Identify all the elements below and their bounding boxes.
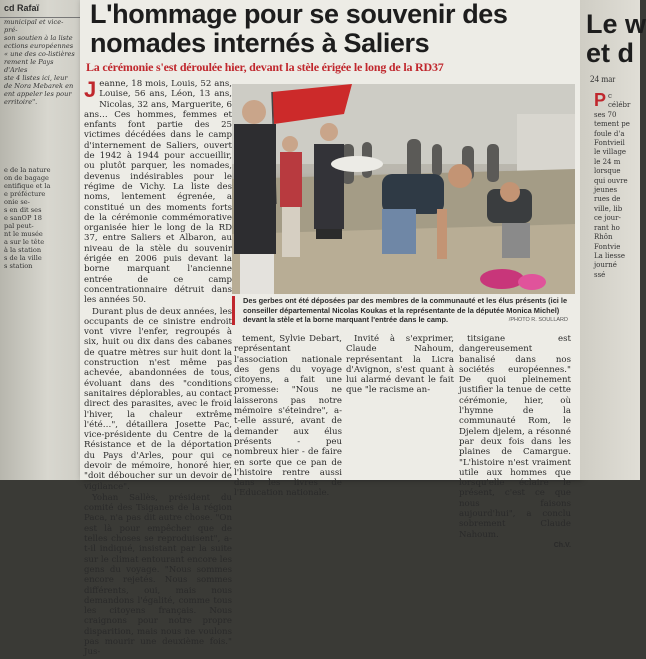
right-page-text-block — [580, 92, 640, 280]
left-adjacent-page — [0, 0, 80, 480]
right-page-date: 24 mar — [590, 74, 616, 84]
right-page-line: ville, lib — [594, 204, 623, 213]
article-headline: L'hommage pour se souvenir des nomades internés à Saliers — [90, 0, 508, 58]
ceremony-photo — [232, 84, 575, 294]
left-page-line: rement le Pays d'Arles — [4, 58, 54, 74]
right-page-line: tement pe — [594, 120, 630, 129]
right-page-line: foule d'a — [594, 129, 625, 138]
left-page-line: e de la nature — [4, 166, 51, 174]
right-page-line: ce jour- — [594, 214, 621, 223]
right-page-line: Rhôn — [594, 233, 613, 242]
left-page-line: de Nora Mebarek en — [4, 82, 74, 90]
left-page-line: nt le musée — [4, 230, 43, 238]
right-page-headline-2: et d — [586, 38, 635, 68]
right-page-line: La liesse — [594, 251, 625, 260]
right-page-line: ses 70 — [594, 110, 617, 119]
right-page-line: lorsque — [594, 167, 621, 176]
article-column-3 — [346, 334, 454, 396]
article-column-2 — [234, 334, 342, 499]
left-page-text-block — [0, 18, 80, 106]
left-page-line: son soutien à la liste — [4, 34, 73, 42]
article-paragraph: tement, Sylvie Debart, représentant l'association nationale des gens du voyage citoyens, a fait une promesse: "Nous ne laisserons pas notre mémoire s'éteindre", a-t-elle assuré, avant de demander aux élus présents - peu nombreux hier - de faire en sorte que ce pan de l'histoire rentre aussi dans les livres de l'Education nationale. — [234, 334, 342, 499]
article-column-1 — [84, 79, 232, 659]
right-page-line: jeunes — [594, 186, 618, 195]
left-page-line: on de bagage — [4, 174, 49, 182]
left-page-line: entifique et la — [4, 182, 51, 190]
right-page-line: le 24 m — [594, 157, 621, 166]
right-page-dropcap: P — [594, 90, 607, 110]
left-page-line: « une des co-listières — [4, 50, 75, 58]
photo-caption: Des gerbes ont été déposées par des membres de la communauté et les élus présents (ici le conseiller départemental Nicolas Koukas et la représentante de la députée Monica Michel) devant la stèle et la borne marquant l'entrée dans le camp. — [232, 296, 583, 325]
article-paragraph: titsigane est dangereusement banalisé dans nos sociétés européennes." De quoi pleinement justifier la tenue de cette cérémonie, hier, où l'hymne de la communauté Rom, le Djelem djelem, a résonné par deux fois dans les plaines de Camargue. "L'histoire n'est vraiment utile aux hommes que lorsqu'elle éclaire le présent, c'est ce que nous faisons aujourd'hui", a conclu sobrement Claude Nahoum. — [459, 334, 571, 540]
right-page-line: c — [608, 92, 612, 100]
article-paragraph: Durant plus de deux années, les occupants de ce sinistre endroit vont vivre l'enfer, regroupés à six, huit ou dix dans des cabanes de quatre mètres sur huit dont la construction n'est même pas achevée, abandonnées de tous, évoluant dans des "conditions sanitaires déplorables, au contact direct des parasites, avec le froid l'hiver, la chaleur extrême l'été…", détaillera Josette Pac, vice-présidente du Centre de la Résistance et de la déportation du Pays d'Arles, pour qui ce devoir de mémoire, honoré hier, "doit déboucher sur un devoir de vigilance". — [84, 306, 232, 492]
right-page-line: Fontvie — [594, 242, 621, 251]
article-page — [80, 0, 580, 658]
left-page-line: s station — [4, 262, 33, 270]
right-adjacent-page — [580, 0, 646, 480]
left-page-line: e sanOP 18 — [4, 214, 42, 222]
right-page-line: rues de — [594, 195, 621, 204]
left-page-line: a sur le tête — [4, 238, 45, 246]
right-page-line: journé — [594, 261, 617, 270]
left-page-line: ections européennes — [4, 42, 74, 50]
left-page-text-block-2 — [0, 166, 80, 270]
left-page-line: municipal et vice-pré- — [4, 18, 64, 34]
left-page-header: cd Rafaï — [0, 0, 80, 18]
left-page-line: s en dit ses — [4, 206, 42, 214]
article-paragraph: Jeanne, 18 mois, Louis, 52 ans, Louise, 56 ans, Léon, 13 ans, Nicolas, 32 ans, Marguerite, 6 ans… Ces hommes, femmes et enfants font partie des 25 victimes décédées dans le camp d'internement de Saliers, ouvert de 1942 à 1944 pour accueillir, ou plutôt parquer, les nomades, devenus indésirables pour le régime de Vichy. La liste des noms, lentement égrenée, a constitué un des moments forts de la cérémonie commémorative organisée hier le long de la RD 37, entre Saliers et Albaron, au niveau de la stèle du souvenir érigée en 2006 puis devant la borne marquant l'ancienne entrée de ce camp concentrationnaire détruit dans les années 50. — [84, 77, 232, 306]
left-page-line: ent appeler les pour — [4, 90, 72, 98]
author-signature: Ch.V. — [553, 541, 571, 549]
left-page-line: pal peut- — [4, 222, 34, 230]
article-subhead: La cérémonie s'est déroulée hier, devant la stèle érigée le long de la RD37 — [86, 60, 444, 74]
article-paragraph: Yohan Sallès, président du comité des Tsiganes de la région Paca, n'a pas dit autre chose. "On est là pour empêcher que de telles choses se reproduisent", a-t-il indiqué, insistant par la suite sur le climat entourant encore les gens du voyage. "Nous sommes encore rejetés. Nous sommes différents, oui, mais nous demandons l'égalité, comme tous les citoyens français. Nous craignons pour notre propre disparition, mais nous ne voulons pas mourir une deuxième fois." Jus- — [84, 492, 232, 658]
article-paragraph: Invité à s'exprimer, Claude Nahoum, représentant la Licra d'Avignon, s'est quant à lui alarmé devant le fait que "le racisme an- — [346, 334, 454, 396]
right-page-line: ssé — [594, 270, 606, 279]
left-page-line: onie se- — [4, 198, 30, 206]
left-page-line: s de la ville — [4, 254, 42, 262]
right-page-line: le village — [594, 148, 627, 157]
article-column-4 — [459, 334, 571, 549]
left-page-line: e préfécture — [4, 190, 46, 198]
right-page-line: célébr — [608, 101, 631, 110]
right-page-line: rant ho — [594, 223, 620, 232]
ceremony-photo-illustration — [232, 84, 575, 294]
left-page-line: à la station — [4, 246, 42, 254]
photo-credit: /PHOTO R. SOULLARD — [508, 317, 568, 323]
left-page-line: erritoire". — [4, 98, 38, 106]
right-page-line: qui ouvre — [594, 176, 628, 185]
left-page-line: ste 4 listes ici, leur — [4, 74, 68, 82]
right-page-line: Fontvieil — [594, 139, 625, 148]
right-page-headline-1: Le w — [586, 9, 646, 39]
